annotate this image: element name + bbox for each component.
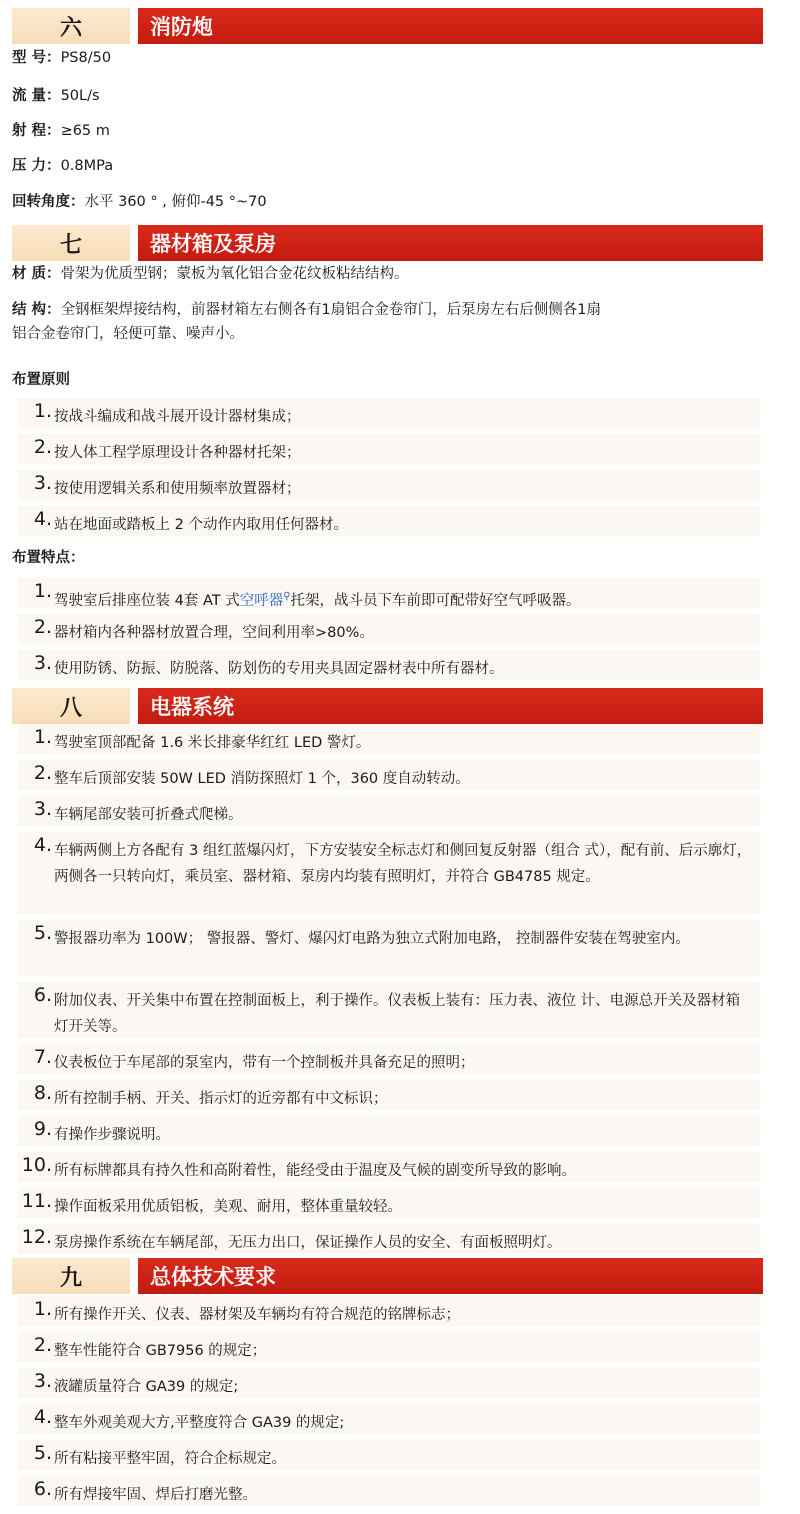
section-title: 器材箱及泵房: [138, 225, 763, 261]
structure-row-cont: 铝合金卷帘门，轻便可靠、噪声小。: [12, 326, 244, 342]
spec-row: 回转角度：水平 360 ° , 俯仰-45 °~70: [12, 194, 267, 210]
section-header-7: [12, 225, 763, 261]
list-item: 10. 所有标牌都具有持久性和高附着性，能经受由于温度及气候的剧变所导致的影响。: [18, 1152, 760, 1182]
section-header-6: [12, 8, 763, 44]
list-item: 1. 驾驶室后排座位装 4套 AT 式空呼器⚲托架，战斗员下车前即可配带好空气呼吸器。: [18, 578, 760, 608]
list-item: 4. 站在地面或踏板上 2 个动作内取用任何器材。: [18, 506, 760, 536]
list-item: 1. 所有操作开关、仪表、器材架及车辆均有符合规范的铭牌标志；: [18, 1296, 760, 1326]
section-title: 电器系统: [138, 688, 763, 724]
subheading-principles: 布置原则: [12, 372, 70, 388]
section-title: 消防炮: [138, 8, 763, 44]
section-number: 八: [12, 688, 130, 724]
list-item: 6. 所有焊接牢固、焊后打磨光整。: [18, 1476, 760, 1506]
list-item: 3. 车辆尾部安装可折叠式爬梯。: [18, 796, 760, 826]
section-header-8: [12, 688, 763, 724]
list-item: 2. 整车性能符合 GB7956 的规定；: [18, 1332, 760, 1362]
list-item: 11. 操作面板采用优质铝板，美观、耐用，整体重量较轻。: [18, 1188, 760, 1218]
list-item: 9. 有操作步骤说明。: [18, 1116, 760, 1146]
list-item: 3. 按使用逻辑关系和使用频率放置器材；: [18, 470, 760, 500]
material-row: 材 质：骨架为优质型钢；蒙板为氧化铝合金花纹板粘结结构。: [12, 266, 409, 282]
section-title: 总体技术要求: [138, 1258, 763, 1294]
list-item: 8. 所有控制手柄、开关、指示灯的近旁都有中文标识；: [18, 1080, 760, 1110]
spec-row: 型 号：PS8/50: [12, 50, 112, 66]
list-item: 12. 泵房操作系统在车辆尾部，无压力出口，保证操作人员的安全、有面板照明灯。: [18, 1224, 760, 1254]
list-item: 1. 按战斗编成和战斗展开设计器材集成；: [18, 398, 760, 428]
air-respirator-link[interactable]: 空呼器: [239, 592, 284, 609]
list-item: 6. 附加仪表、开关集中布置在控制面板上，利于操作。仪表板上装有：压力表、液位 计、电源总开关及器材箱灯开关等。: [18, 982, 760, 1038]
list-item: 4. 整车外观美观大方,平整度符合 GA39 的规定;: [18, 1404, 760, 1434]
section-number: 九: [12, 1258, 130, 1294]
section-header-9: [12, 1258, 763, 1294]
list-item: 2. 按人体工程学原理设计各种器材托架；: [18, 434, 760, 464]
list-item: 2. 整车后顶部安装 50W LED 消防探照灯 1 个，360 度自动转动。: [18, 760, 760, 790]
list-item: 2. 器材箱内各种器材放置合理，空间利用率>80%。: [18, 614, 760, 644]
list-item: 5. 警报器功率为 100W； 警报器、警灯、爆闪灯电路为独立式附加电路， 控制器件安装在驾驶室内。: [18, 920, 760, 976]
section-number: 六: [12, 8, 130, 44]
search-icon: ⚲: [283, 591, 291, 602]
list-item: 1. 驾驶室顶部配备 1.6 米长排豪华红红 LED 警灯。: [18, 724, 760, 754]
subheading-features: 布置特点：: [12, 550, 85, 566]
spec-row: 压 力：0.8MPa: [12, 158, 114, 174]
section-number: 七: [12, 225, 130, 261]
list-item: 5. 所有粘接平整牢固，符合企标规定。: [18, 1440, 760, 1470]
spec-row: 流 量：50L/s: [12, 88, 100, 104]
structure-row: 结 构：全钢框架焊接结构，前器材箱左右侧各有1扇铝合金卷帘门，后泵房左右后侧侧各1扇: [12, 302, 602, 318]
list-item: 7. 仪表板位于车尾部的泵室内，带有一个控制板并具备充足的照明；: [18, 1044, 760, 1074]
spec-row: 射 程：≥65 m: [12, 123, 110, 139]
list-item: 4. 车辆两侧上方各配有 3 组红蓝爆闪灯，下方安装安全标志灯和侧回复反射器（组合 式），配有前、后示廓灯，两侧各一只转向灯，乘员室、器材箱、泵房内均装有照明灯，并符合 GB4785 规定。: [18, 832, 760, 914]
list-item: 3. 使用防锈、防振、防脱落、防划伤的专用夹具固定器材表中所有器材。: [18, 650, 760, 680]
list-item: 3. 液罐质量符合 GA39 的规定;: [18, 1368, 760, 1398]
